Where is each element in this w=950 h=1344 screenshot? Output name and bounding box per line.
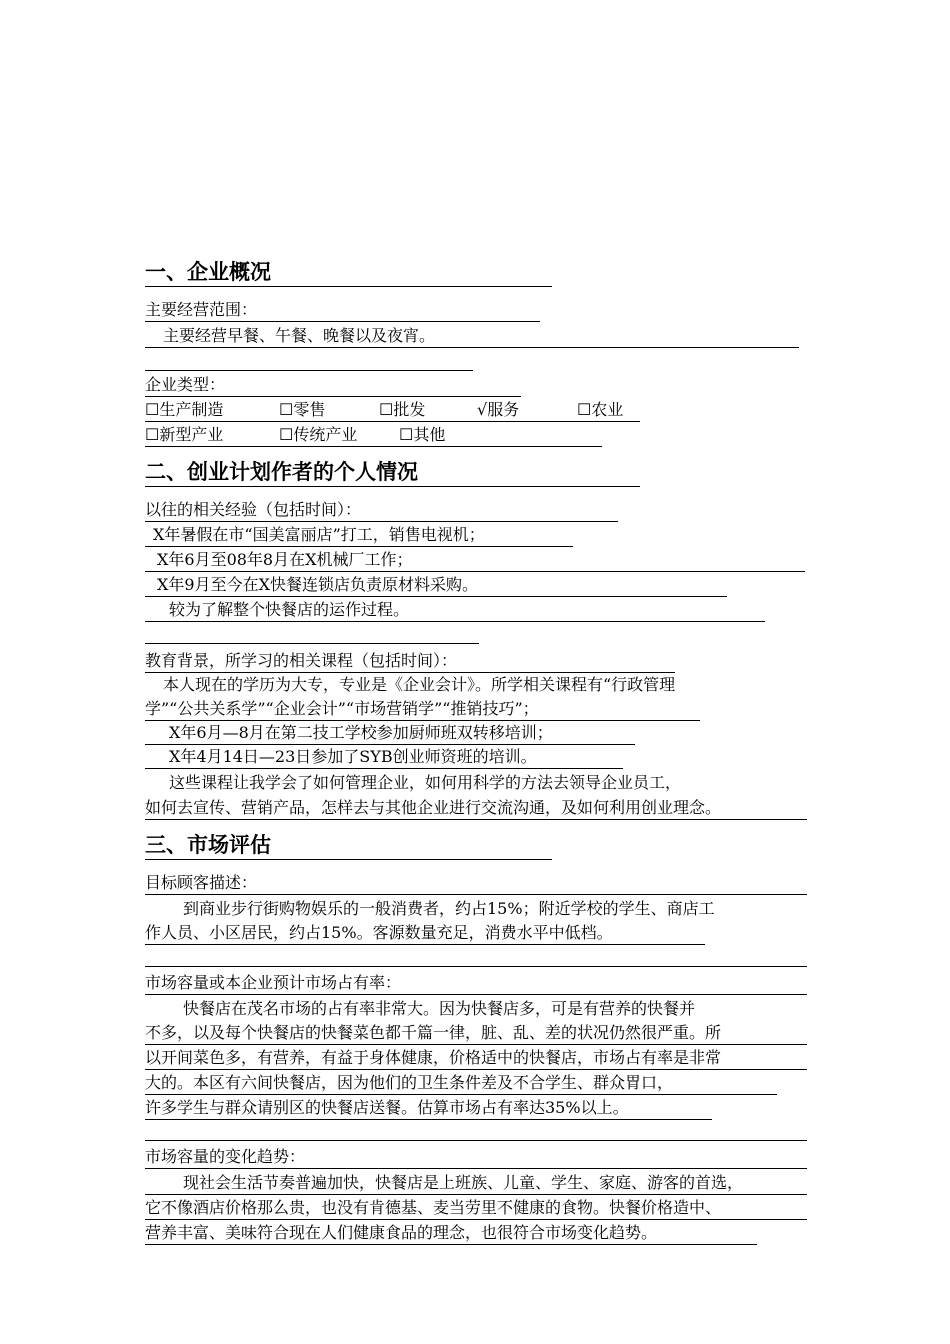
option-other[interactable]: ☐其他: [399, 425, 446, 444]
section-heading-overview: 一、企业概况: [145, 258, 552, 287]
education-line: 学”“公共关系学”“企业会计”“市场营销学”“推销技巧”；: [145, 698, 700, 721]
trend-line: 营养丰富、美味符合现在人们健康食品的理念，也很符合市场变化趋势。: [145, 1222, 757, 1245]
blank-rule: [145, 643, 479, 644]
customer-line: 到商业步行街购物娱乐的一般消费者，约占15%；附近学校的学生、商店工: [183, 899, 715, 918]
type-options-row-2: [145, 424, 602, 447]
blank-rule: [145, 1140, 807, 1141]
market-share-line: 许多学生与群众请别区的快餐店送餐。估算市场占有率达35%以上。: [145, 1097, 712, 1120]
market-share-line: 以开间菜色多，有营养，有益于身体健康，价格适中的快餐店，市场占有率是非常: [145, 1047, 807, 1070]
type-label: 企业类型：: [145, 374, 521, 397]
option-manufacturing[interactable]: ☐生产制造: [145, 400, 224, 419]
trend-label: 市场容量的变化趋势：: [145, 1146, 807, 1169]
education-line: 如何去宣传、营销产品，怎样去与其他企业进行交流沟通，及如何利用创业理念。: [145, 797, 807, 820]
option-retail[interactable]: ☐零售: [279, 400, 326, 419]
option-new-industry[interactable]: ☐新型产业: [145, 425, 224, 444]
education-line: X年4月14日—23日参加了SYB创业师资班的培训。: [145, 746, 623, 769]
section-heading-market: 三、市场评估: [145, 831, 552, 860]
type-options-row-1: [145, 399, 640, 422]
scope-text: 主要经营早餐、午餐、晚餐以及夜宵。: [145, 325, 799, 348]
option-service[interactable]: √服务: [477, 400, 520, 419]
market-share-line: 快餐店在茂名市场的占有率非常大。因为快餐店多，可是有营养的快餐并: [183, 999, 696, 1018]
customer-label: 目标顾客描述：: [145, 872, 807, 895]
education-line: X年6月—8月在第二技工学校参加厨师班双转移培训；: [145, 722, 635, 745]
experience-line: X年6月至08年8月在X机械厂工作；: [145, 549, 805, 572]
option-agriculture[interactable]: ☐农业: [577, 400, 624, 419]
trend-line: 现社会生活节奏普遍加快，快餐店是上班族、儿童、学生、家庭、游客的首选，: [145, 1172, 807, 1195]
customer-line: 作人员、小区居民，约占15%。客源数量充足，消费水平中低档。: [145, 922, 705, 945]
experience-line: X年暑假在市“国美富丽店”打工，销售电视机；: [145, 524, 573, 547]
trend-line: 它不像酒店价格那么贵，也没有肯德基、麦当劳里不健康的食物。快餐价格造中、: [145, 1197, 807, 1220]
market-share-label: 市场容量或本企业预计市场占有率：: [145, 972, 807, 995]
option-wholesale[interactable]: ☐批发: [379, 400, 426, 419]
section-heading-author: 二、创业计划作者的个人情况: [145, 458, 640, 487]
option-traditional-industry[interactable]: ☐传统产业: [279, 425, 358, 444]
experience-line: 较为了解整个快餐店的运作过程。: [145, 599, 765, 622]
education-label: 教育背景，所学习的相关课程（包括时间）：: [145, 650, 675, 673]
experience-label: 以往的相关经验（包括时间）：: [145, 499, 618, 522]
education-line: 本人现在的学历为大专，专业是《企业会计》。所学相关课程有“行政管理: [163, 675, 676, 694]
blank-rule: [145, 966, 807, 967]
scope-label: 主要经营范围：: [145, 299, 540, 322]
experience-line: X年9月至今在X快餐连锁店负责原材料采购。: [145, 574, 727, 597]
market-share-line: 大的。本区有六间快餐店，因为他们的卫生条件差及不合学生、群众胃口，: [145, 1072, 777, 1095]
blank-rule: [145, 370, 473, 371]
education-line: 这些课程让我学会了如何管理企业，如何用科学的方法去领导企业员工，: [169, 773, 682, 792]
market-share-line: 不多，以及每个快餐店的快餐菜色都千篇一律，脏、乱、差的状况仍然很严重。所: [145, 1022, 807, 1045]
